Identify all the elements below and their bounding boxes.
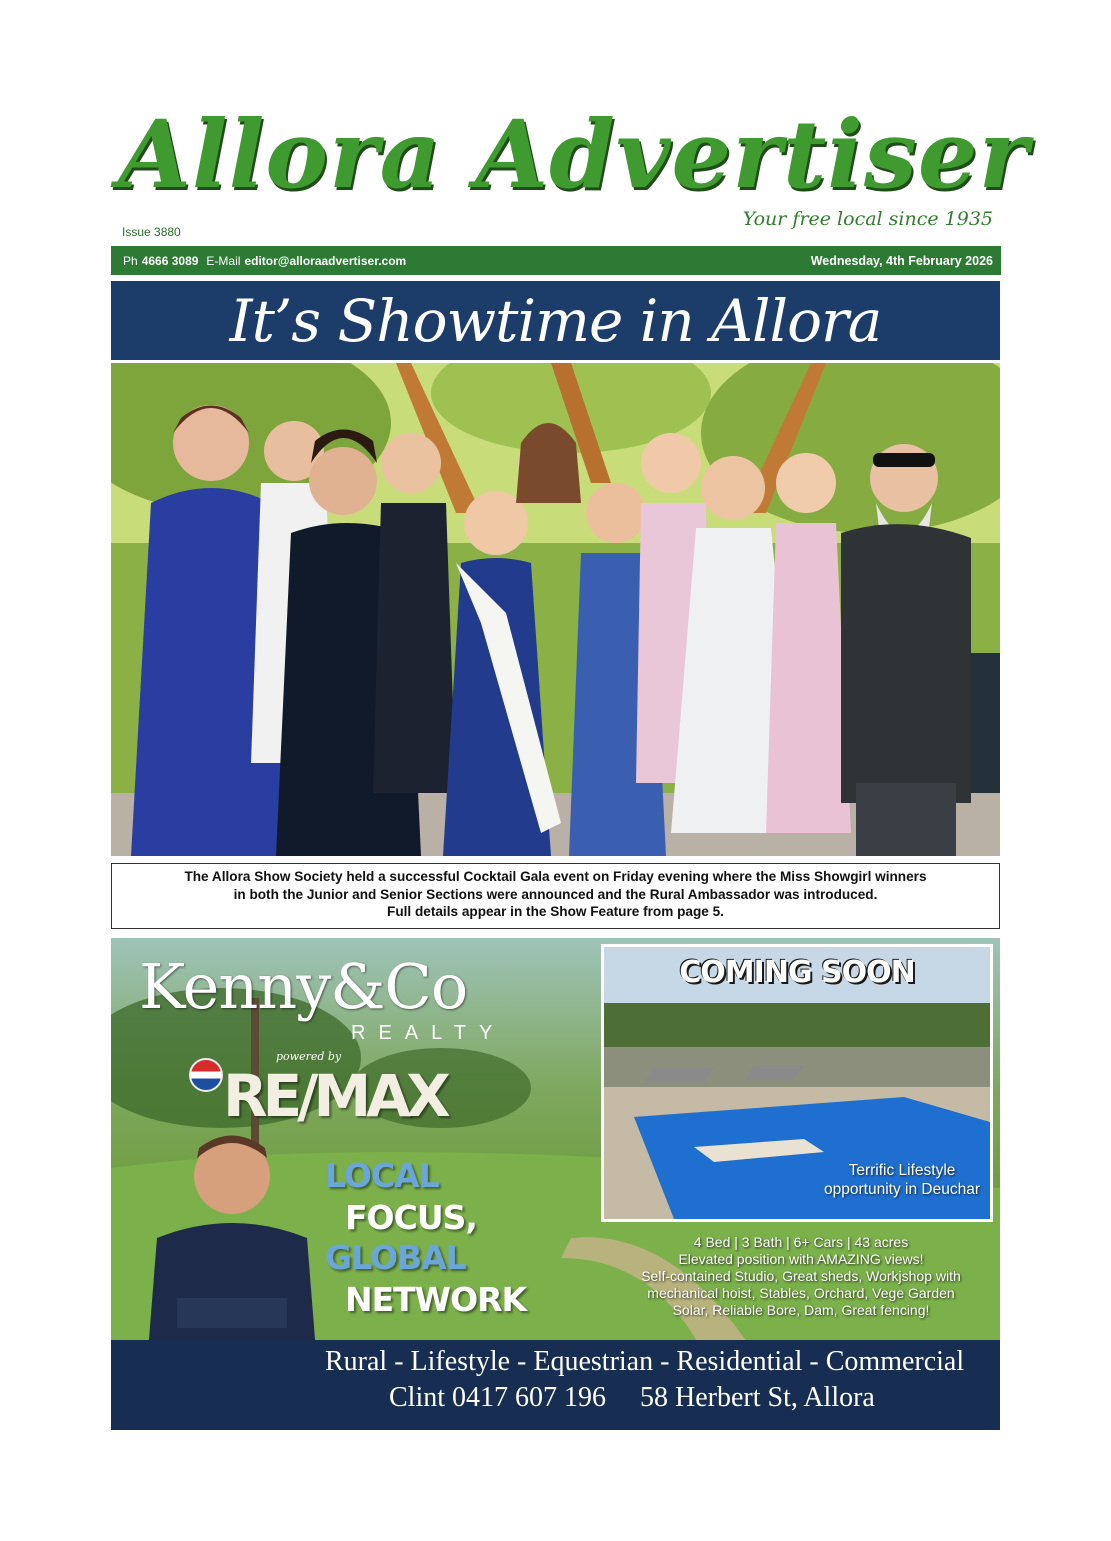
agent-phone[interactable]: Clint 0417 607 196: [389, 1382, 607, 1413]
agency-address: 58 Herbert St, Allora: [640, 1382, 875, 1413]
listing-description: [824, 1161, 980, 1199]
issue-label: Issue: [122, 225, 151, 239]
feature-line-5: Solar, Reliable Bore, Dam, Great fencing!: [672, 1302, 930, 1318]
feature-line-4: mechanical hoist, Stables, Orchard, Vege Garden: [647, 1285, 955, 1301]
listing-line-2: opportunity in Deuchar: [824, 1181, 980, 1198]
slogan-global: GLOBAL: [325, 1238, 466, 1277]
brand-realty: REALTY: [351, 1022, 506, 1044]
showgirls-group-photo: [111, 363, 1000, 856]
issue-number: [122, 225, 181, 239]
feature-line-3: Self-contained Studio, Great sheds, Workjshop with: [641, 1268, 961, 1284]
headline-banner: It’s Showtime in Allora: [111, 281, 1000, 360]
services-list: Rural - Lifestyle - Equestrian - Residential - Commercial: [325, 1346, 965, 1377]
listing-photo[interactable]: [601, 944, 993, 1222]
photo-caption: [111, 863, 1000, 929]
group-photo-illustration: [111, 363, 1000, 856]
email-label: E-Mail: [206, 253, 241, 268]
remax-logo: RE/MAX: [223, 1062, 446, 1130]
real-estate-advert[interactable]: [111, 938, 1000, 1430]
feature-line-2: Elevated position with AMAZING views!: [678, 1251, 924, 1267]
listing-features: [606, 1234, 996, 1319]
caption-line-2: in both the Junior and Senior Sections were announced and the Rural Ambassador was introduced.: [233, 886, 878, 902]
brand-logo: Kenny&Co: [139, 950, 468, 1023]
slogan-focus: FOCUS,: [345, 1198, 477, 1237]
powered-by-label: powered by: [276, 1050, 342, 1063]
info-bar: [111, 246, 1001, 275]
phone-number: 4666 3089: [141, 253, 199, 268]
issue-value: 3880: [154, 225, 181, 239]
phone-label: Ph: [123, 253, 138, 268]
issue-date: Wednesday, 4th February 2026: [810, 253, 993, 268]
caption-line-3: Full details appear in the Show Feature from page 5.: [387, 904, 724, 919]
listing-line-1: Terrific Lifestyle: [848, 1162, 956, 1179]
email-address[interactable]: editor@alloraadvertiser.com: [244, 253, 407, 268]
masthead-title: Allora Advertiser: [118, 100, 1030, 210]
advert-footer: [111, 1340, 1000, 1430]
feature-line-1: 4 Bed | 3 Bath | 6+ Cars | 43 acres: [693, 1234, 909, 1250]
slogan-local: LOCAL: [325, 1156, 439, 1195]
contact-details: [123, 254, 414, 268]
contact-line: [389, 1382, 909, 1414]
remax-balloon-icon: [189, 1058, 223, 1092]
slogan-network: NETWORK: [345, 1280, 527, 1319]
masthead-tagline: Your free local since 1935: [742, 208, 993, 230]
caption-line-1: The Allora Show Society held a successful Cocktail Gala event on Friday evening where the Miss Showgirl winners: [184, 869, 927, 884]
coming-soon-label: COMING SOON: [679, 955, 915, 990]
